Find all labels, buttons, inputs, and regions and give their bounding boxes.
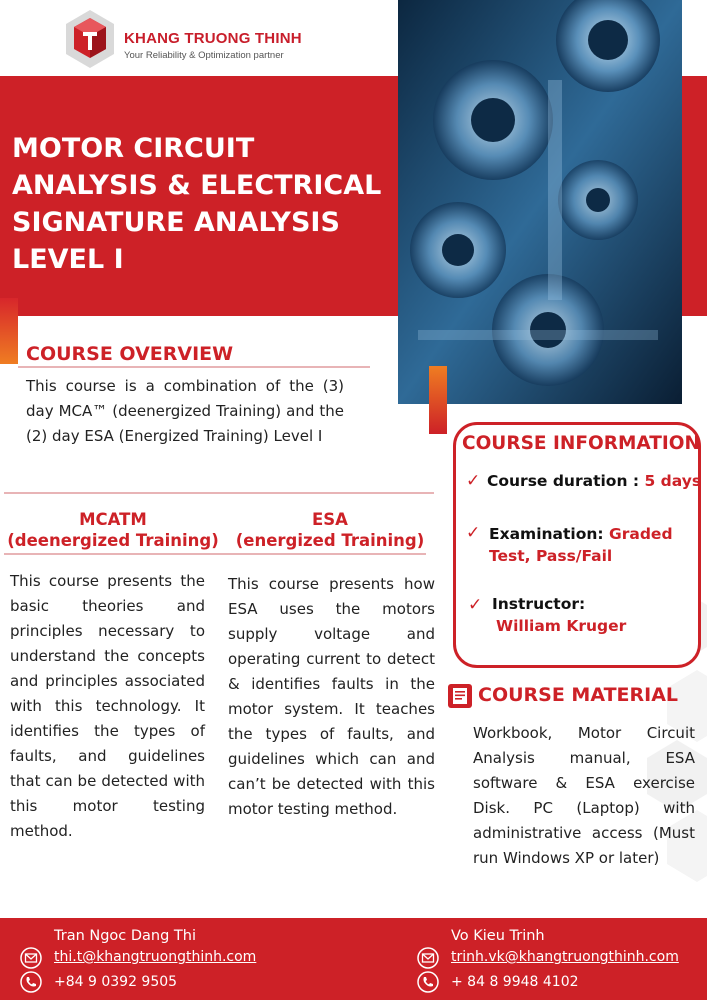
mail-icon: [20, 947, 42, 969]
brand-name: KHANG TRUONG THINH: [124, 30, 302, 47]
title-line: LEVEL I: [12, 244, 124, 275]
mca-heading: [6, 509, 220, 551]
contact-email[interactable]: thi.t@khangtruongthinh.com: [54, 949, 257, 965]
divider: [4, 492, 434, 494]
phone-icon: [20, 971, 42, 993]
engine-image: [398, 0, 682, 404]
material-heading: COURSE MATERIAL: [478, 684, 679, 706]
overview-text: This course is a combination of the (3) day MCA™ (deenergized Training) and the (2) day ESA (Energized Training) Level I: [26, 377, 344, 445]
esa-heading-line2: (energized Training): [235, 531, 425, 550]
title-line: SIGNATURE ANALYSIS: [12, 207, 340, 238]
company-logo: [62, 8, 312, 74]
instructor-item: [492, 593, 626, 637]
check-icon: ✓: [468, 595, 483, 615]
contact-phone: + 84 8 9948 4102: [451, 974, 579, 990]
mca-heading-line1: MCATM: [79, 510, 147, 529]
phone-icon: [417, 971, 439, 993]
material-text: Workbook, Motor Circuit Analysis manual, ESA software & ESA exercise Disk. PC (Laptop) with administrative access (Must run Windows XP or later): [473, 724, 695, 867]
mail-icon: [417, 947, 439, 969]
divider: [18, 366, 370, 368]
check-icon: ✓: [466, 471, 481, 491]
esa-heading-line1: ESA: [312, 510, 348, 529]
instructor-label: Instructor:: [492, 595, 586, 613]
esa-text: This course presents how ESA uses the motors supply voltage and operating current to detect & identifies faults in the motor system. It teaches the types of faults, and guidelines which can and can’t be detected with this motor testing method.: [228, 575, 435, 818]
contact-footer: [0, 918, 707, 1000]
mca-heading-line2: (deenergized Training): [7, 531, 219, 550]
exam-label: Examination:: [489, 525, 604, 543]
document-icon: [448, 684, 472, 708]
duration-value: 5 days: [644, 472, 702, 490]
exam-item: [489, 523, 694, 567]
check-icon: ✓: [466, 523, 481, 543]
course-title: [12, 130, 412, 278]
accent-bar: [429, 366, 447, 434]
title-line: MOTOR CIRCUIT: [12, 133, 255, 164]
course-info-heading: COURSE INFORMATION: [462, 433, 700, 454]
contact-email[interactable]: trinh.vk@khangtruongthinh.com: [451, 949, 679, 965]
instructor-value: William Kruger: [496, 617, 627, 635]
accent-bar: [0, 298, 18, 364]
overview-heading: COURSE OVERVIEW: [26, 343, 234, 365]
title-line: ANALYSIS & ELECTRICAL: [12, 170, 382, 201]
course-info-box: [453, 422, 701, 668]
duration-item: [487, 470, 701, 492]
esa-heading: [232, 509, 428, 551]
contact-name: Tran Ngoc Dang Thi: [54, 928, 197, 944]
mca-text: This course presents the basic theories and principles necessary to understand the concepts and principles associated with this technology. It identifies the types of faults, and guidelines that can be detected with this motor testing method.: [10, 572, 205, 840]
divider: [4, 553, 426, 555]
contact-phone: +84 9 0392 9505: [54, 974, 178, 990]
brand-tagline: Your Reliability & Optimization partner: [124, 50, 284, 61]
logo-cube-icon: [62, 8, 118, 72]
duration-label: Course duration :: [487, 472, 640, 490]
exam-value: Graded: [609, 525, 673, 543]
exam-value-cont: Test, Pass/Fail: [489, 547, 613, 565]
contact-name: Vo Kieu Trinh: [451, 928, 545, 944]
